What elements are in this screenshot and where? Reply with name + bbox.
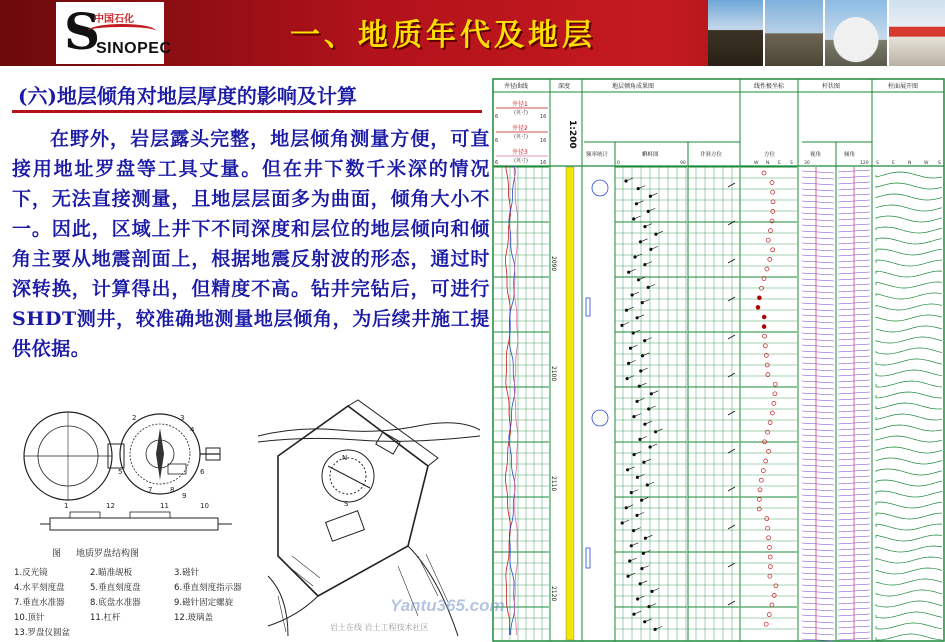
svg-text:2: 2 [132, 414, 137, 422]
svg-text:6: 6 [200, 468, 205, 476]
azimuth-s: S [790, 161, 793, 166]
legend-item: 5.垂直刻度盘 [90, 583, 141, 593]
caliper-scale-max: 16 [540, 114, 547, 120]
cylinder-n: N [908, 161, 912, 166]
tadpole-head [654, 430, 657, 433]
section-subtitle: (六)地层倾角对地层厚度的影响及计算 [18, 84, 357, 108]
subheader-tadpole: 蝌蚪图 [642, 152, 659, 158]
legend-item: 9.磁针固定螺旋 [174, 598, 234, 608]
cylinder-s: S [876, 161, 879, 166]
legend-item: 2.瞄准觇板 [90, 568, 133, 578]
svg-text:12: 12 [106, 502, 115, 510]
chart-header-caliper: 井径曲线 [504, 83, 529, 90]
cylinder-s2: S [938, 161, 941, 166]
chart-header-stick: 杆状图 [822, 83, 841, 90]
watermark: Yantu365.com [390, 596, 505, 615]
legend-item: 10.顶针 [14, 613, 45, 623]
tadpole-head [643, 339, 646, 342]
tadpole-head [632, 217, 635, 220]
tadpole-head [631, 293, 634, 296]
tadpole-head [637, 187, 640, 190]
tadpole-head [647, 286, 650, 289]
svg-text:N: N [342, 454, 348, 462]
caliper-3-label: 井径3 [512, 149, 528, 156]
caliper-scale-min: 6 [495, 160, 499, 166]
depth-bar [566, 167, 574, 640]
azimuth-w: W [754, 161, 759, 166]
oil-rig-photo [708, 0, 764, 66]
depth-label: 2120 [550, 586, 557, 602]
tadpole-head [636, 597, 639, 600]
polar-point [757, 296, 761, 300]
sinopec-logo: S 中国石化 SINOPEC [56, 2, 164, 64]
watermark-subtitle: 岩土在线 岩土工程技术社区 [330, 623, 429, 632]
chart-header-polar: 线性极坐标 [754, 83, 785, 90]
apparent-scale-min: 30 [804, 161, 810, 166]
subheader-dip: 倾角 [844, 152, 856, 158]
polar-point [762, 315, 766, 319]
storage-tank-photo [824, 0, 888, 66]
polar-point [762, 325, 766, 329]
dip-log-chart [492, 78, 945, 642]
caliper-scale-max: 16 [540, 138, 547, 144]
svg-text:11: 11 [160, 502, 169, 510]
depth-label: 2100 [550, 366, 557, 382]
tadpole-head [639, 582, 642, 585]
polar-point [756, 305, 760, 309]
page-title: 一、地质年代及地层 [290, 18, 596, 53]
chart-header-depth: 深度 [558, 83, 571, 90]
body-paragraph: 在野外，岩层露头完整，地层倾角测量方便，可直接用地址罗盘等工具丈量。但在井下数千米深的情况下，无法直接测量，且地层层面多为曲面，倾角大小不一。因此，区域上井下不同深度和层位的地层倾向和倾角主要从地震剖面上，根据地震反射波的形态，通过时深转换，计算得出，但精度不高。钻井完钻后，可进行SHDT测井，较准确地测量地层倾角，为后续井施工提供依据。 [12, 128, 490, 360]
azimuth-e: E [778, 161, 781, 166]
tadpole-head [649, 445, 652, 448]
tadpole-head [654, 628, 657, 631]
legend-item: 3.磁针 [174, 568, 200, 578]
chart-header-dip-results: 地层倾角成果图 [612, 83, 655, 90]
tadpole-head [627, 271, 630, 274]
legend-item: 6.垂直刻度指示器 [174, 583, 242, 593]
subheader-apparent: 视角 [810, 152, 822, 158]
svg-text:3: 3 [180, 414, 185, 422]
tadpole-head [625, 506, 628, 509]
dip-scale-max: 90 [680, 161, 686, 166]
azimuth-n: N [766, 161, 770, 166]
caliper-2-label: 井径2 [512, 125, 528, 132]
svg-text:7: 7 [148, 486, 153, 494]
legend-item: 4.水平刻度盘 [14, 583, 65, 593]
tadpole-head [635, 514, 638, 517]
svg-text:8: 8 [170, 486, 175, 494]
svg-text:S: S [344, 500, 349, 508]
svg-text:4: 4 [190, 426, 195, 434]
subtitle-underline [12, 110, 482, 113]
figure-caption: 地质罗盘结构图 [76, 549, 140, 559]
dip-scale-min: 0 [617, 161, 620, 166]
tadpole-head [632, 331, 635, 334]
legend-item: 8.底盘水准器 [90, 598, 141, 608]
logo-english-text: SINOPEC [96, 40, 172, 57]
cylinder-e: E [892, 161, 895, 166]
tadpole-head [621, 521, 624, 524]
chart-header-cylinder: 柱面展开图 [888, 83, 919, 90]
tadpole-head [627, 362, 630, 365]
tadpole-head [626, 377, 629, 380]
refinery-photo [764, 0, 824, 66]
tadpole-head [643, 620, 646, 623]
caliper-scale-max: 16 [540, 160, 547, 166]
caliper-unit: (英寸) [514, 110, 528, 116]
tadpole-head [636, 400, 639, 403]
depth-scale: 1:200 [567, 120, 577, 149]
tadpole-head [633, 453, 636, 456]
dip-scale-max-value: 120 [860, 161, 869, 166]
depth-label: 2090 [550, 256, 557, 272]
legend-item: 1.反光镜 [14, 568, 48, 578]
header-banner [0, 0, 945, 66]
legend-item: 7.垂直水准器 [14, 598, 65, 608]
legend-item: 12.玻璃盖 [174, 613, 214, 623]
gas-station-photo [888, 0, 945, 66]
subheader-azimuth: 方位 [764, 152, 776, 158]
tadpole-head [626, 468, 629, 471]
caliper-scale-min: 6 [495, 114, 499, 120]
svg-text:10: 10 [200, 502, 209, 510]
svg-text:5: 5 [118, 468, 123, 476]
tadpole-head [647, 407, 650, 410]
caliper-scale-min: 6 [495, 138, 499, 144]
tadpole-head [632, 613, 635, 616]
figure-label: 图 [52, 549, 62, 559]
tadpole-head [628, 559, 631, 562]
legend-item: 11.杠杆 [90, 613, 121, 623]
cylinder-w: W [924, 161, 929, 166]
tadpole-head [627, 575, 630, 578]
tadpole-head [640, 499, 643, 502]
tadpole-head [636, 316, 639, 319]
tadpole-head [641, 301, 644, 304]
caliper-1-label: 井径1 [512, 101, 528, 108]
svg-text:1: 1 [64, 502, 69, 510]
depth-label: 2110 [550, 476, 557, 492]
caliper-unit: (英寸) [514, 134, 528, 140]
tadpole-head [647, 210, 650, 213]
caliper-unit: (英寸) [514, 158, 528, 164]
svg-text:9: 9 [182, 492, 187, 500]
tadpole-head [632, 529, 635, 532]
logo-chinese-text: 中国石化 [94, 14, 134, 25]
legend-item: 13.罗盘仪圆盆 [14, 628, 71, 638]
subheader-frequency: 频率统计 [586, 152, 609, 158]
subheader-well-azimuth: 井斜方位 [700, 152, 723, 158]
